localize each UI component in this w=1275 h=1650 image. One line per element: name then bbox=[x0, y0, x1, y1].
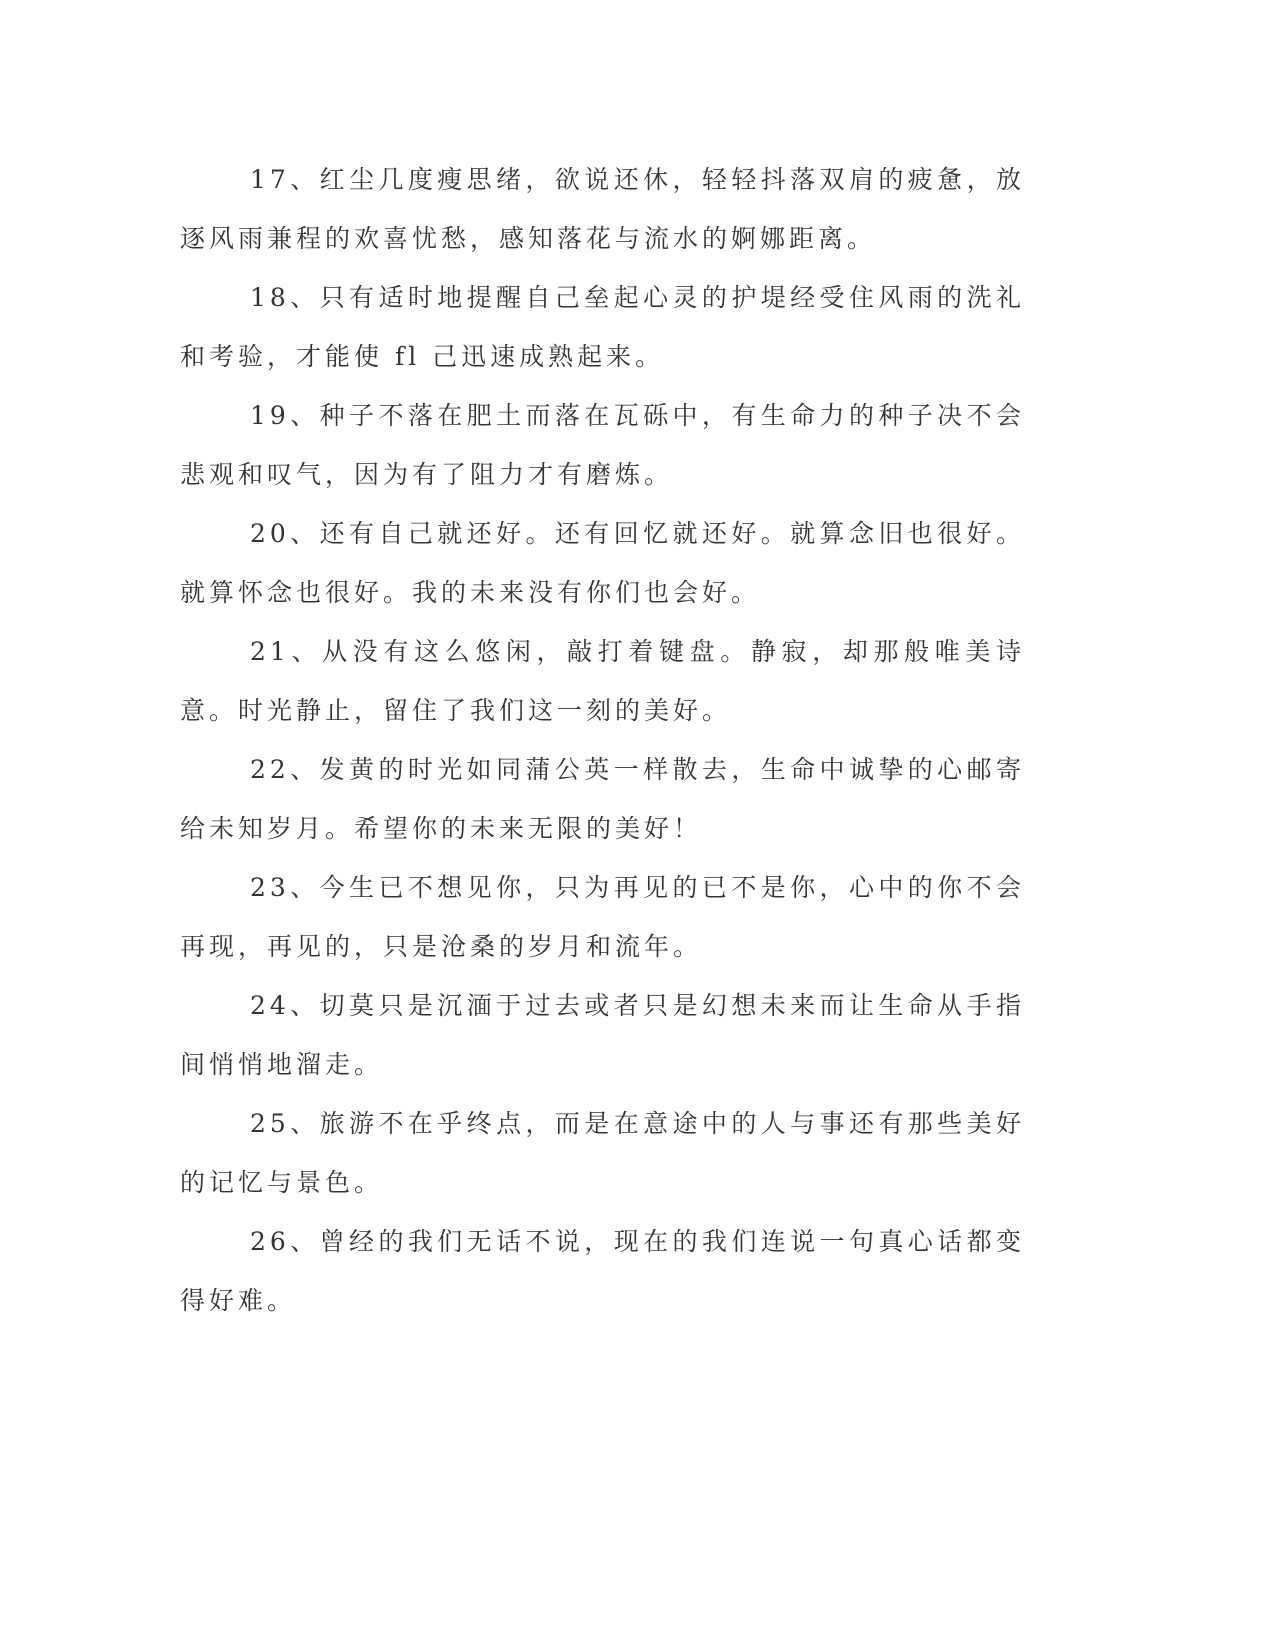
paragraph-24: 24、切莫只是沉湎于过去或者只是幻想未来而让生命从手指间悄悄地溜走。 bbox=[180, 991, 1025, 1079]
paragraph-19: 19、种子不落在肥土而落在瓦砾中，有生命力的种子决不会悲观和叹气，因为有了阻力才有磨炼。 bbox=[180, 401, 1025, 489]
paragraph-26: 26、曾经的我们无话不说，现在的我们连说一句真心话都变得好难。 bbox=[180, 1227, 1025, 1315]
paragraph-22: 22、发黄的时光如同蒲公英一样散去，生命中诚挚的心邮寄给未知岁月。希望你的未来无限的美好！ bbox=[180, 755, 1025, 843]
paragraph-20: 20、还有自己就还好。还有回忆就还好。就算念旧也很好。就算怀念也很好。我的未来没有你们也会好。 bbox=[180, 519, 1025, 607]
paragraph-25: 25、旅游不在乎终点，而是在意途中的人与事还有那些美好的记忆与景色。 bbox=[180, 1109, 1025, 1197]
paragraph-17: 17、红尘几度瘦思绪，欲说还休，轻轻抖落双肩的疲惫，放逐风雨兼程的欢喜忧愁，感知落花与流水的婀娜距离。 bbox=[180, 165, 1025, 253]
paragraph-23: 23、今生已不想见你，只为再见的已不是你，心中的你不会再现，再见的，只是沧桑的岁月和流年。 bbox=[180, 873, 1025, 961]
document-body bbox=[180, 150, 1025, 1330]
paragraph-18: 18、只有适时地提醒自己垒起心灵的护堤经受住风雨的洗礼和考验，才能使 fl 己迅速成熟起来。 bbox=[180, 283, 1025, 371]
paragraph-21: 21、从没有这么悠闲，敲打着键盘。静寂，却那般唯美诗意。时光静止，留住了我们这一刻的美好。 bbox=[180, 637, 1025, 725]
